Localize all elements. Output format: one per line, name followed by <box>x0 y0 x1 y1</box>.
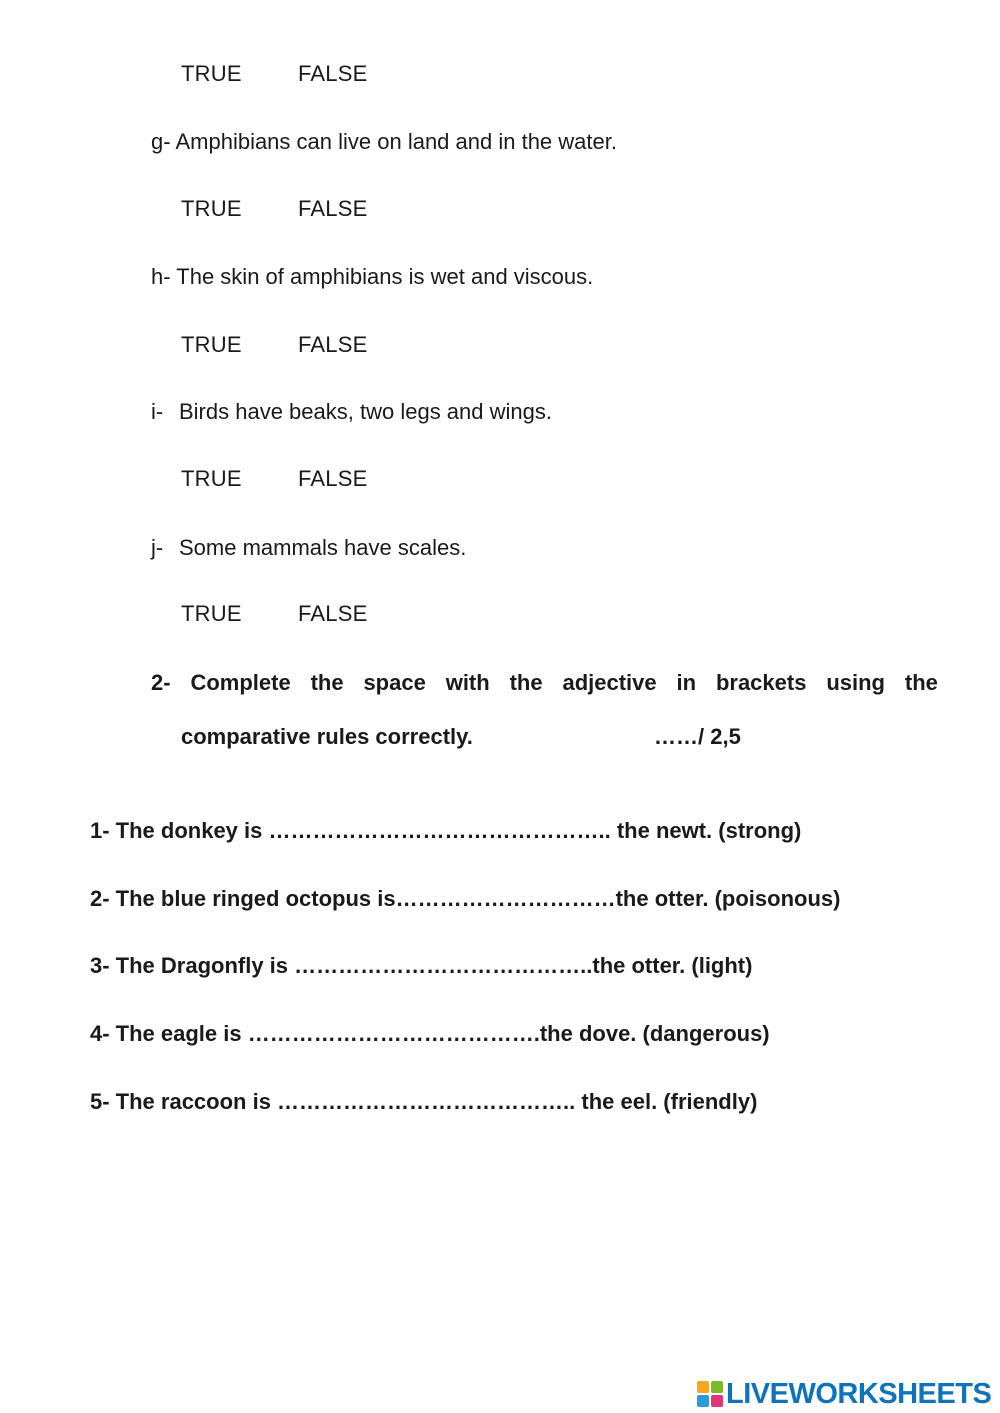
statement-text: The skin of amphibians is wet and viscous. <box>176 264 594 289</box>
false-option-h[interactable]: FALSE <box>298 332 368 357</box>
exercise2-score: ……/ 2,5 <box>654 724 741 749</box>
statement-label: j- <box>151 535 164 560</box>
true-option-i[interactable]: TRUE <box>181 466 242 491</box>
statement-g <box>151 129 617 155</box>
instruction-word: brackets <box>715 670 807 695</box>
logo-square-icon <box>711 1395 723 1407</box>
instruction-word: Complete <box>190 670 291 695</box>
true-option-h[interactable]: TRUE <box>181 332 242 357</box>
sentence-4[interactable]: 4- The eagle is ………………………………….the dove. (dangerous) <box>90 1021 770 1046</box>
sentence-5[interactable]: 5- The raccoon is ………………………………….. the eel. (friendly) <box>90 1089 758 1114</box>
logo-mark-icon <box>697 1381 723 1407</box>
logo-square-icon <box>711 1381 723 1393</box>
logo-text: LIVEWORKSHEETS <box>726 1377 992 1410</box>
statement-text: Some mammals have scales. <box>179 535 467 560</box>
true-option-f[interactable]: TRUE <box>181 61 242 86</box>
logo-square-icon <box>697 1395 709 1407</box>
false-option-g[interactable]: FALSE <box>298 196 368 221</box>
liveworksheets-logo <box>697 1376 991 1412</box>
statement-label: i- <box>151 399 164 424</box>
instruction-word: 2- <box>151 670 171 695</box>
logo-square-icon <box>697 1381 709 1393</box>
statement-label: g- <box>151 129 171 154</box>
sentence-1[interactable]: 1- The donkey is ……………………………………….. the newt. (strong) <box>90 818 802 843</box>
instruction-word: in <box>676 670 697 695</box>
instruction-word: the <box>509 670 543 695</box>
statement-label: h- <box>151 264 171 289</box>
statement-text: Birds have beaks, two legs and wings. <box>179 399 552 424</box>
false-option-f[interactable]: FALSE <box>298 61 368 86</box>
exercise2-instruction-line2: comparative rules correctly. <box>181 724 473 749</box>
instruction-word: the <box>310 670 344 695</box>
statement-j <box>151 535 466 561</box>
true-option-g[interactable]: TRUE <box>181 196 242 221</box>
instruction-word: with <box>445 670 490 695</box>
instruction-word: using <box>826 670 885 695</box>
sentence-3[interactable]: 3- The Dragonfly is …………………………………..the otter. (light) <box>90 953 753 978</box>
false-option-j[interactable]: FALSE <box>298 601 368 626</box>
statement-text: Amphibians can live on land and in the water. <box>175 129 617 154</box>
false-option-i[interactable]: FALSE <box>298 466 368 491</box>
statement-i <box>151 399 552 425</box>
true-option-j[interactable]: TRUE <box>181 601 242 626</box>
instruction-word: the <box>904 670 938 695</box>
statement-h <box>151 264 593 290</box>
exercise2-instruction-line1 <box>151 670 938 696</box>
sentence-2[interactable]: 2- The blue ringed octopus is…………………………the otter. (poisonous) <box>90 886 841 911</box>
instruction-word: adjective <box>562 670 657 695</box>
instruction-word: space <box>363 670 426 695</box>
